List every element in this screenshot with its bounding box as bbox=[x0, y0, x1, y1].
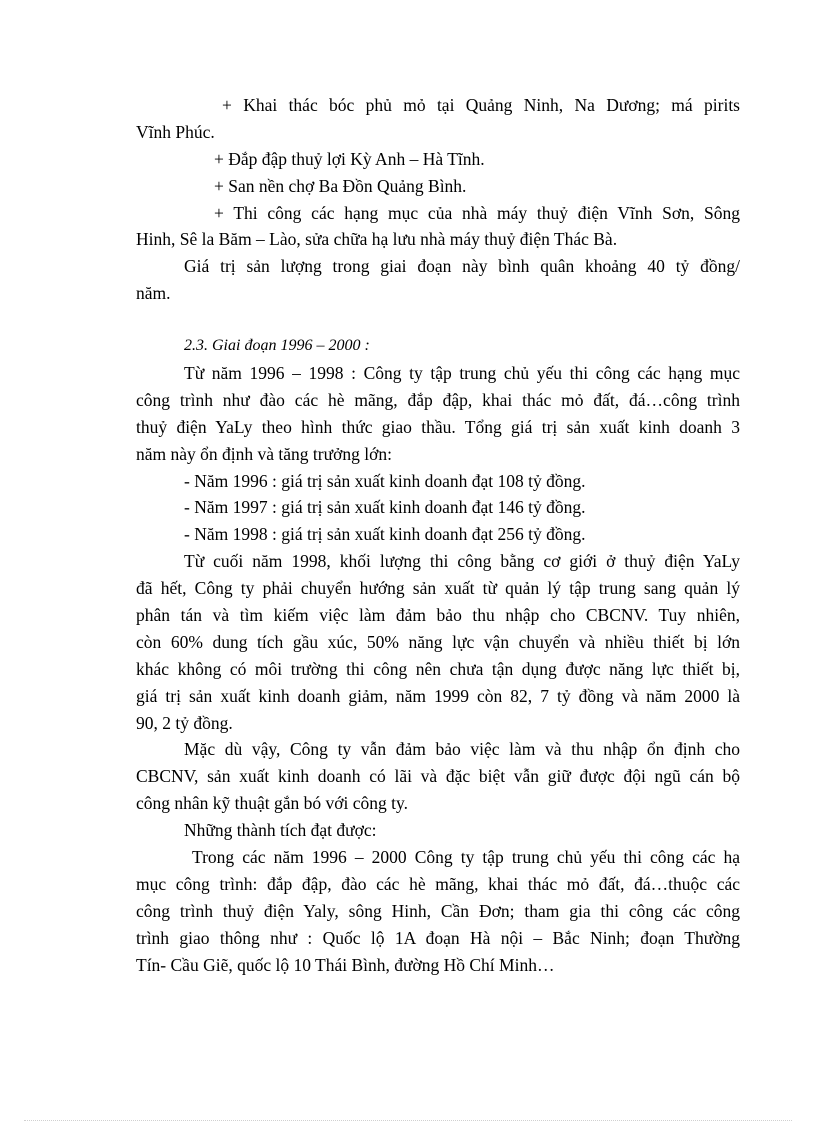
bullet-line-continuation: Hinh, Sê la Băm – Lào, sửa chữa hạ lưu nhà máy thuỷ điện Thác Bà. bbox=[136, 229, 618, 250]
paragraph-gap bbox=[136, 307, 740, 333]
paragraph-line: phân tán và tìm kiếm việc làm đảm bảo thu nhập cho CBCNV. Tuy nhiên, bbox=[136, 605, 740, 626]
summary-line-continuation: năm. bbox=[136, 283, 171, 304]
bullet-line: + Thi công các hạng mục của nhà máy thuỷ điện Vĩnh Sơn, Sông bbox=[214, 202, 740, 223]
paragraph-line: năm này ổn định và tăng trưởng lớn: bbox=[136, 443, 392, 464]
paragraph-line: Từ năm 1996 – 1998 : Công ty tập trung chủ yếu thi công các hạng mục bbox=[184, 363, 740, 384]
paragraph-line: công trình thuỷ điện Yaly, sông Hinh, Cần Đơn; tham gia thi công các công bbox=[136, 900, 740, 921]
paragraph-line: khác không có môi trường thi công nên chưa tận dụng được năng lực thiết bị, bbox=[136, 658, 740, 679]
year-list-item: - Năm 1998 : giá trị sản xuất kinh doanh đạt 256 tỷ đồng. bbox=[184, 524, 586, 545]
bullet-line: + Khai thác bóc phủ mỏ tại Quảng Ninh, Na Dương; má pirits bbox=[222, 95, 740, 115]
paragraph-line: công trình như đào các hè mãng, đắp đập, khai thác mỏ đất, đá…công trình bbox=[136, 389, 740, 410]
bullet-line: + Đắp đập thuỷ lợi Kỳ Anh – Hà Tĩnh. bbox=[214, 148, 485, 169]
paragraph-line: 90, 2 tỷ đồng. bbox=[136, 712, 233, 733]
page-bottom-divider bbox=[24, 1120, 792, 1121]
year-list-item: - Năm 1997 : giá trị sản xuất kinh doanh đạt 146 tỷ đồng. bbox=[184, 497, 586, 518]
document-page bbox=[136, 92, 740, 979]
section-heading: 2.3. Giai đoạn 1996 – 2000 : bbox=[184, 337, 370, 355]
paragraph-line: thuỷ điện YaLy theo hình thức giao thầu. Tổng giá trị sản xuất kinh doanh 3 bbox=[136, 416, 740, 437]
paragraph-line: trình giao thông như : Quốc lộ 1A đoạn Hà nội – Bắc Ninh; đoạn Thường bbox=[136, 927, 740, 948]
paragraph-line: công nhân kỹ thuật gắn bó với công ty. bbox=[136, 793, 409, 814]
bullet-line: + San nền chợ Ba Đồn Quảng Bình. bbox=[214, 175, 467, 196]
paragraph-line: mục công trình: đắp đập, đào các hè mãng, khai thác mỏ đất, đá…thuộc các bbox=[136, 873, 740, 894]
paragraph-line: Mặc dù vậy, Công ty vẫn đảm bảo việc làm và thu nhập ổn định cho bbox=[184, 739, 740, 760]
achievements-label: Những thành tích đạt được: bbox=[184, 820, 377, 841]
paragraph-line: Tín- Cầu Giẽ, quốc lộ 10 Thái Bình, đường Hồ Chí Minh… bbox=[136, 954, 555, 975]
paragraph-line: còn 60% dung tích gầu xúc, 50% năng lực vận chuyển và nhiều thiết bị lớn bbox=[136, 631, 740, 652]
paragraph-line: CBCNV, sản xuất kinh doanh có lãi và đặc biệt vẫn giữ được đội ngũ cán bộ bbox=[136, 766, 740, 787]
bullet-line-continuation: Vĩnh Phúc. bbox=[136, 121, 215, 142]
paragraph-line: đã hết, Công ty phải chuyển hướng sản xuất từ quản lý tập trung sang quản lý bbox=[136, 578, 740, 599]
year-list-item: - Năm 1996 : giá trị sản xuất kinh doanh đạt 108 tỷ đồng. bbox=[184, 470, 586, 491]
paragraph-line: Từ cuối năm 1998, khối lượng thi công bằng cơ giới ở thuỷ điện YaLy bbox=[184, 551, 740, 572]
paragraph-line: giá trị sản xuất kinh doanh giảm, năm 1999 còn 82, 7 tỷ đồng và năm 2000 là bbox=[136, 685, 740, 706]
paragraph-line: Trong các năm 1996 – 2000 Công ty tập trung chủ yếu thi công các hạ bbox=[192, 847, 740, 868]
summary-line: Giá trị sản lượng trong giai đoạn này bình quân khoảng 40 tỷ đồng/ bbox=[184, 256, 740, 277]
